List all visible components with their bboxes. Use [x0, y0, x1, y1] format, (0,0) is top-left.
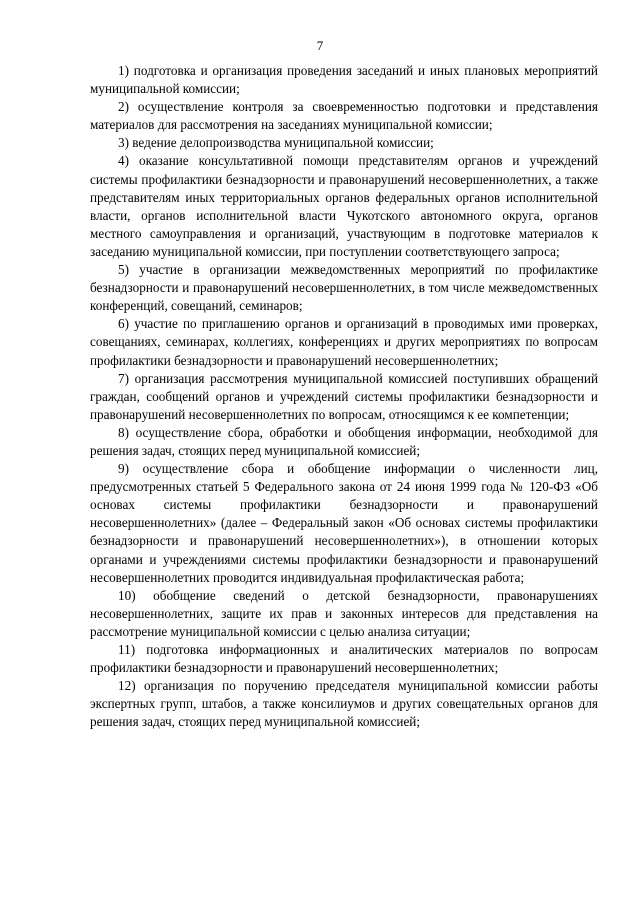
- list-item: 10) обобщение сведений о детской безнадзорности, правонарушениях несовершеннолетних, защите их прав и законных интересов для представления на рассмотрение муниципальной комиссии с целью анализа ситуации;: [90, 587, 598, 639]
- list-item: 8) осуществление сбора, обработки и обобщения информации, необходимой для решения задач, стоящих перед муниципальной комиссией;: [90, 424, 598, 458]
- list-item: 11) подготовка информационных и аналитических материалов по вопросам профилактики безнадзорности и правонарушений несовершеннолетних;: [90, 642, 598, 676]
- list-item: 4) оказание консультативной помощи представителям органов и учреждений системы профилактики безнадзорности и правонарушений несовершеннолетних, а также представителям иных территориальных органов федеральных органов исполнительной власти, органов исполнительной власти Чукотского автономного округа, органов местного самоуправления и организаций, участвующим в подготовке материалов к заседанию муниципальной комиссии, при поступлении соответствующего запроса;: [90, 153, 598, 259]
- list-item: 3) ведение делопроизводства муниципальной комиссии;: [118, 135, 434, 151]
- list-item: 6) участие по приглашению органов и организаций в проводимых ими проверках, совещаниях, семинарах, коллегиях, конференциях и других мероприятиях по вопросам профилактики безнадзорности и правонарушений несовершеннолетних;: [90, 316, 598, 368]
- list-item: 2) осуществление контроля за своевременностью подготовки и представления материалов для рассмотрения на заседаниях муниципальной комиссии;: [90, 99, 598, 133]
- list-item: 5) участие в организации межведомственных мероприятий по профилактике безнадзорности и правонарушений несовершеннолетних, в том числе межведомственных конференций, совещаний, семинаров;: [90, 262, 598, 314]
- list-item: 7) организация рассмотрения муниципальной комиссией поступивших обращений граждан, сообщений органов и учреждений системы профилактики безнадзорности и правонарушений несовершеннолетних по вопросам, относящимся к ее компетенции;: [90, 370, 598, 422]
- list-item: 12) организация по поручению председателя муниципальной комиссии работы экспертных групп, штабов, а также консилиумов и других совещательных органов для решения задач, стоящих перед муниципальной комиссией;: [90, 678, 598, 730]
- document-body: [90, 62, 598, 731]
- page-number: 7: [316, 38, 324, 53]
- list-item: 1) подготовка и организация проведения заседаний и иных плановых мероприятий муниципальной комиссии;: [90, 63, 598, 97]
- list-item: 9) осуществление сбора и обобщение информации о численности лиц, предусмотренных статьей 5 Федерального закона от 24 июня 1999 года № 120-ФЗ «Об основах системы профилактики безнадзорности и правонарушений несовершеннолетних» (далее – Федеральный закон «Об основах системы профилактики безнадзорности и правонарушений несовершеннолетних»), в отношении которых органами и учреждениями системы профилактики безнадзорности и правонарушений несовершеннолетних проводится индивидуальная профилактическая работа;: [90, 461, 598, 585]
